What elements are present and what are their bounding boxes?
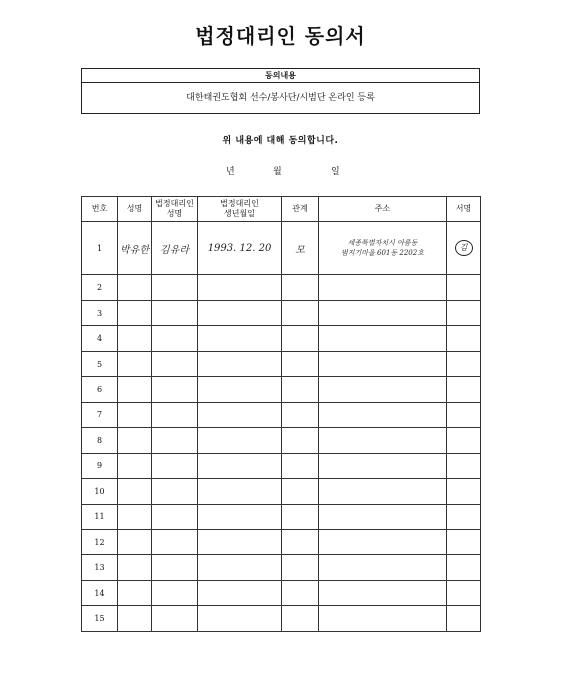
table-row [82,555,481,580]
table-row [82,428,481,453]
row-number: 11 [82,504,118,529]
row-number: 2 [82,275,118,300]
cell-guardian-birth [198,606,282,632]
cell-signature [447,275,481,300]
cell-guardian-name [152,428,198,453]
table-row [82,275,481,300]
cell-guardian-birth [198,402,282,427]
table-row [82,580,481,605]
header-guardian-name-line1: 법정대리인 [155,199,194,208]
date-day-label: 일 [331,167,340,177]
cell-signature [447,479,481,504]
cell-name [118,555,152,580]
cell-guardian-name [152,606,198,632]
cell-signature [447,580,481,605]
cell-relation [282,555,319,580]
cell-address [319,479,447,504]
cell-guardian-birth [198,428,282,453]
row-number: 15 [82,606,118,632]
row-number: 12 [82,530,118,555]
row-number: 7 [82,402,118,427]
header-name: 성명 [118,197,152,222]
cell-name [118,428,152,453]
handwritten-guardian-birth: 1993. 12. 20 [207,242,272,254]
cell-address [319,300,447,325]
header-guardian-birth-line2: 생년월일 [224,209,255,218]
agreement-statement: 위 내용에 대해 동의합니다. [222,136,339,146]
cell-guardian-name [152,530,198,555]
cell-signature [447,402,481,427]
cell-address [319,555,447,580]
header-guardian-birth-line1: 법정대리인 [220,199,259,208]
header-signature: 서명 [447,197,481,222]
table-row [82,530,481,555]
cell-relation [282,479,319,504]
row-number: 4 [82,326,118,351]
cell-relation [282,402,319,427]
row-number: 8 [82,428,118,453]
cell-address [319,402,447,427]
row-number: 5 [82,351,118,376]
cell-name [118,275,152,300]
cell-relation [282,326,319,351]
cell-relation [282,428,319,453]
cell-address [319,580,447,605]
table-row [82,479,481,504]
cell-guardian-name [152,351,198,376]
consent-box [81,68,480,114]
cell-guardian-name [152,275,198,300]
cell-guardian-name [152,377,198,402]
cell-name [118,580,152,605]
table-row [82,351,481,376]
table-row [82,326,481,351]
cell-guardian-birth [198,351,282,376]
cell-name [118,300,152,325]
cell-relation [282,222,319,275]
cell-name [118,351,152,376]
cell-guardian-birth [198,377,282,402]
handwritten-address-line1: 세종특별자치시 아름동 [347,239,418,248]
cell-guardian-name [152,402,198,427]
cell-signature [447,428,481,453]
cell-guardian-birth [198,326,282,351]
cell-address [319,351,447,376]
cell-guardian-birth [198,453,282,478]
cell-signature [447,377,481,402]
table-row [82,606,481,632]
cell-guardian-name [152,300,198,325]
cell-guardian-birth [198,300,282,325]
cell-guardian-name [152,453,198,478]
cell-address [319,275,447,300]
cell-address [319,428,447,453]
cell-address [319,530,447,555]
header-guardian-name-line2: 성명 [166,209,183,218]
cell-signature [447,351,481,376]
cell-name [118,606,152,632]
cell-address [319,504,447,529]
cell-address [319,377,447,402]
cell-guardian-birth [198,504,282,529]
cell-signature [447,222,481,275]
row-number: 3 [82,300,118,325]
row-number: 1 [82,222,118,275]
row-number: 14 [82,580,118,605]
date-month-label: 월 [273,167,282,177]
cell-guardian-name [152,504,198,529]
row-number: 13 [82,555,118,580]
table-row [82,453,481,478]
cell-relation [282,504,319,529]
header-guardian-birth [198,197,282,222]
cell-guardian-birth [198,222,282,275]
cell-guardian-birth [198,530,282,555]
cell-signature [447,326,481,351]
table-row [82,402,481,427]
cell-guardian-birth [198,555,282,580]
header-address: 주소 [319,197,447,222]
row-number: 9 [82,453,118,478]
cell-guardian-name [152,326,198,351]
cell-name [118,504,152,529]
cell-name [118,402,152,427]
cell-relation [282,300,319,325]
cell-guardian-birth [198,580,282,605]
cell-name [118,479,152,504]
cell-signature [447,453,481,478]
cell-signature [447,504,481,529]
cell-relation [282,275,319,300]
cell-guardian-birth [198,479,282,504]
header-guardian-name [152,197,198,222]
consent-header: 동의내용 [82,69,479,83]
cell-guardian-name [152,580,198,605]
cell-signature [447,606,481,632]
cell-signature [447,555,481,580]
table-row [82,504,481,529]
cell-relation [282,530,319,555]
cell-name [118,530,152,555]
cell-signature [447,530,481,555]
cell-signature [447,300,481,325]
handwritten-relation: 모 [295,244,305,256]
header-no: 번호 [82,197,118,222]
cell-address [319,453,447,478]
handwritten-guardian-name: 김유라 [160,244,189,256]
cell-name [118,222,152,275]
cell-relation [282,351,319,376]
cell-guardian-name [152,222,198,275]
header-relation: 관계 [282,197,319,222]
table-header-row [82,197,481,222]
cell-name [118,326,152,351]
cell-address [319,326,447,351]
cell-relation [282,377,319,402]
cell-relation [282,606,319,632]
handwritten-name: 박유한 [120,244,149,256]
row-number: 6 [82,377,118,402]
table-row [82,222,481,275]
cell-name [118,377,152,402]
cell-address [319,222,447,275]
consent-content: 대한태권도협회 선수/봉사단/시범단 온라인 등록 [186,93,375,103]
table-row [82,377,481,402]
cell-guardian-name [152,479,198,504]
cell-relation [282,580,319,605]
cell-guardian-birth [198,275,282,300]
guardian-roster-table [81,196,481,632]
date-year-label: 년 [226,167,235,177]
row-number: 10 [82,479,118,504]
handwritten-signature: 김 [455,240,473,256]
cell-guardian-name [152,555,198,580]
document-title: 법정대리인 동의서 [195,24,366,48]
handwritten-address-line2: 범지기마을 601동 2202호 [341,249,424,258]
cell-address [319,606,447,632]
table-row [82,300,481,325]
cell-relation [282,453,319,478]
cell-name [118,453,152,478]
